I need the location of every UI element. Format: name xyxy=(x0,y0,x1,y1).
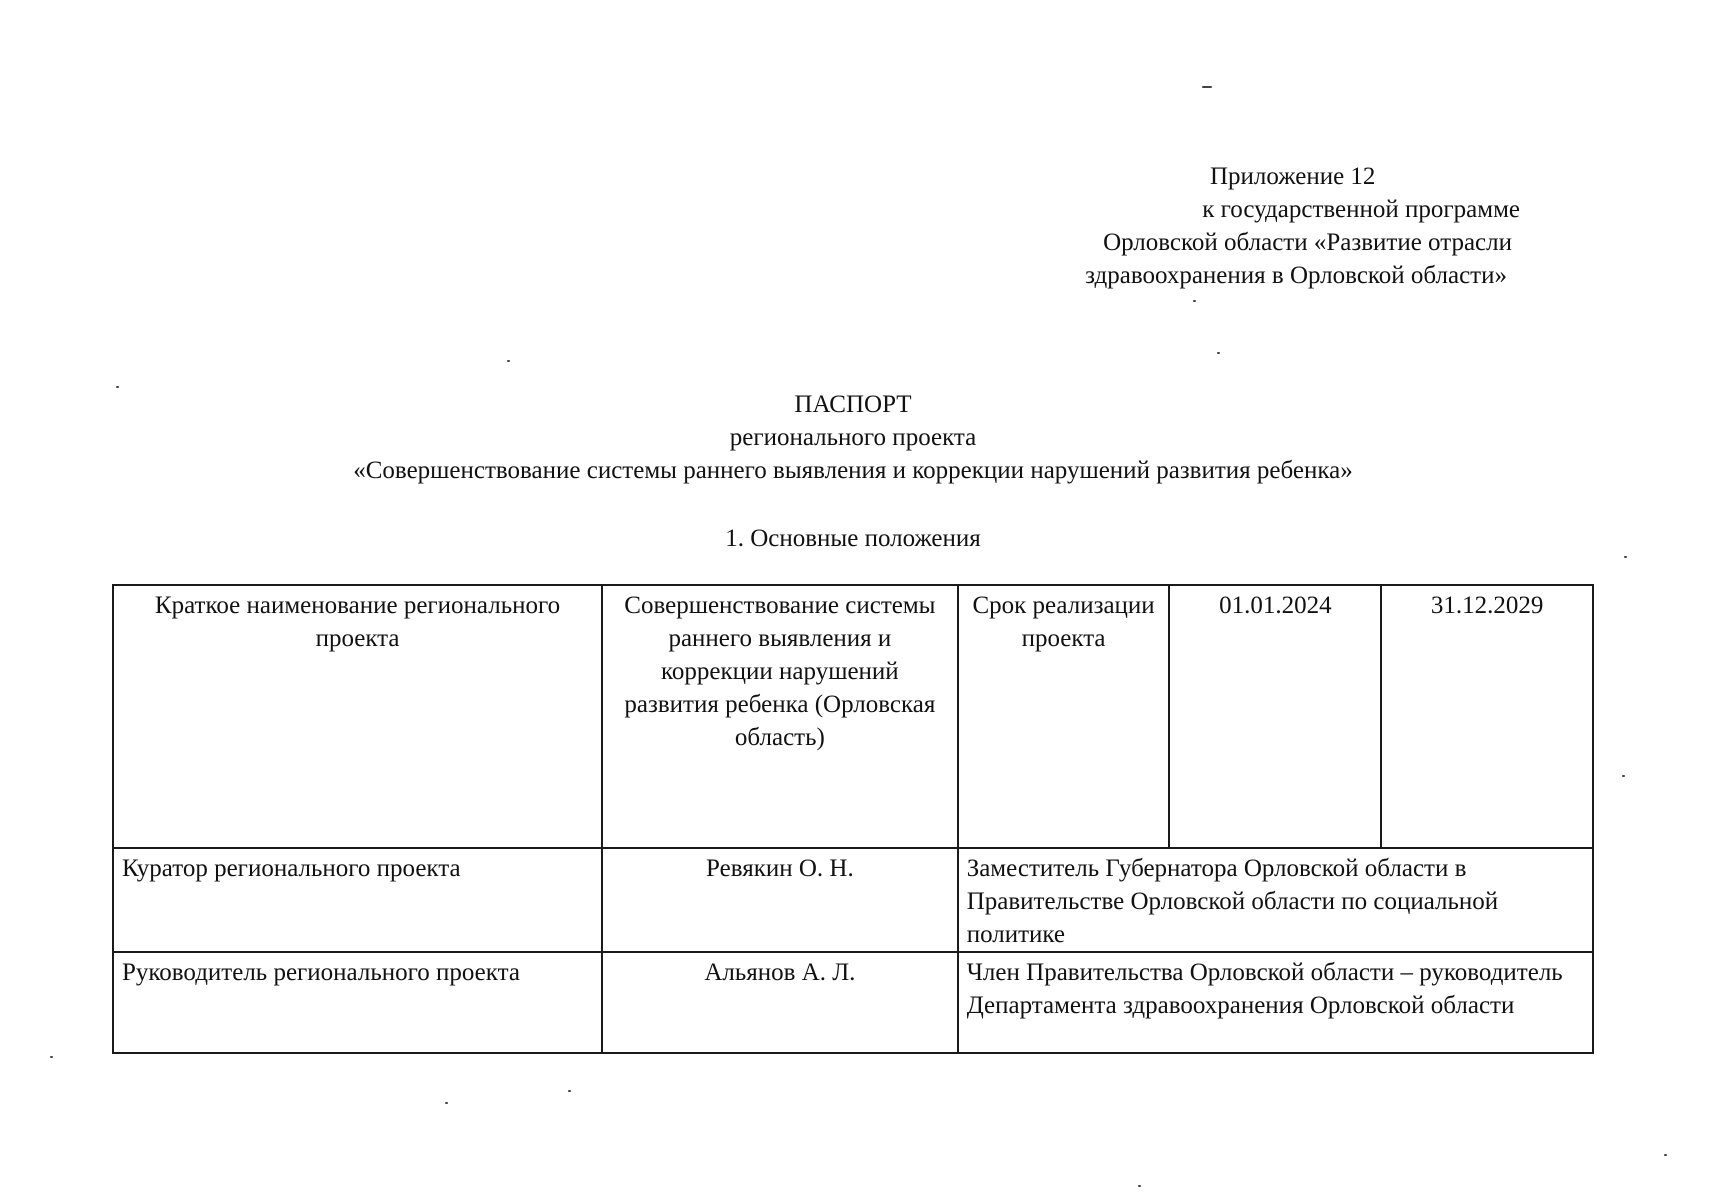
scan-speck xyxy=(1664,1154,1667,1156)
leader-person: Альянов А. Л. xyxy=(602,952,958,1053)
term-label: Срок реализации проекта xyxy=(958,585,1170,848)
scan-speck xyxy=(116,386,119,388)
table-row xyxy=(113,952,1593,1053)
appendix-program-name-part2: здравоохранения в Орловской области» xyxy=(1085,262,1507,289)
scan-speck xyxy=(1217,352,1220,354)
start-date: 01.01.2024 xyxy=(1169,585,1381,848)
scan-speck xyxy=(1202,86,1212,88)
scan-speck xyxy=(568,1090,571,1092)
curator-position: Заместитель Губернатора Орловской области в Правительстве Орловской области по социальной политике xyxy=(958,848,1593,952)
passport-subtitle: регионального проекта xyxy=(729,424,977,451)
short-name-label: Краткое наименование регионального проекта xyxy=(113,585,602,848)
passport-heading: ПАСПОРТ xyxy=(794,391,912,418)
appendix-note xyxy=(1040,160,1600,292)
leader-label: Руководитель регионального проекта xyxy=(113,952,602,1053)
section-heading: 1. Основные положения xyxy=(725,525,981,552)
scan-speck xyxy=(1624,556,1627,558)
short-name-value: Совершенствование системы раннего выявления и коррекции нарушений развития ребенка (Орловская область) xyxy=(602,585,958,848)
scan-speck xyxy=(1138,1185,1141,1187)
appendix-program-ref: к государственной программе xyxy=(1202,196,1520,223)
leader-position: Член Правительства Орловской области – руководитель Департамента здравоохранения Орловской области xyxy=(958,952,1593,1053)
scan-speck xyxy=(445,1102,448,1104)
table-row xyxy=(113,848,1593,952)
project-name: «Совершенствование системы раннего выявления и коррекции нарушений развития ребенка» xyxy=(353,457,1353,484)
curator-person: Ревякин О. Н. xyxy=(602,848,958,952)
curator-label: Куратор регионального проекта xyxy=(113,848,602,952)
scan-speck xyxy=(507,360,510,362)
end-date: 31.12.2029 xyxy=(1381,585,1593,848)
main-provisions-table xyxy=(112,584,1594,1054)
scan-speck xyxy=(1193,300,1196,302)
scan-speck xyxy=(1622,775,1625,777)
table-row xyxy=(113,585,1593,848)
document-title xyxy=(112,388,1594,487)
scan-speck xyxy=(50,1056,53,1058)
appendix-program-name-part1: Орловской области «Развитие отрасли xyxy=(1103,229,1512,256)
appendix-number: Приложение 12 xyxy=(1210,163,1376,190)
